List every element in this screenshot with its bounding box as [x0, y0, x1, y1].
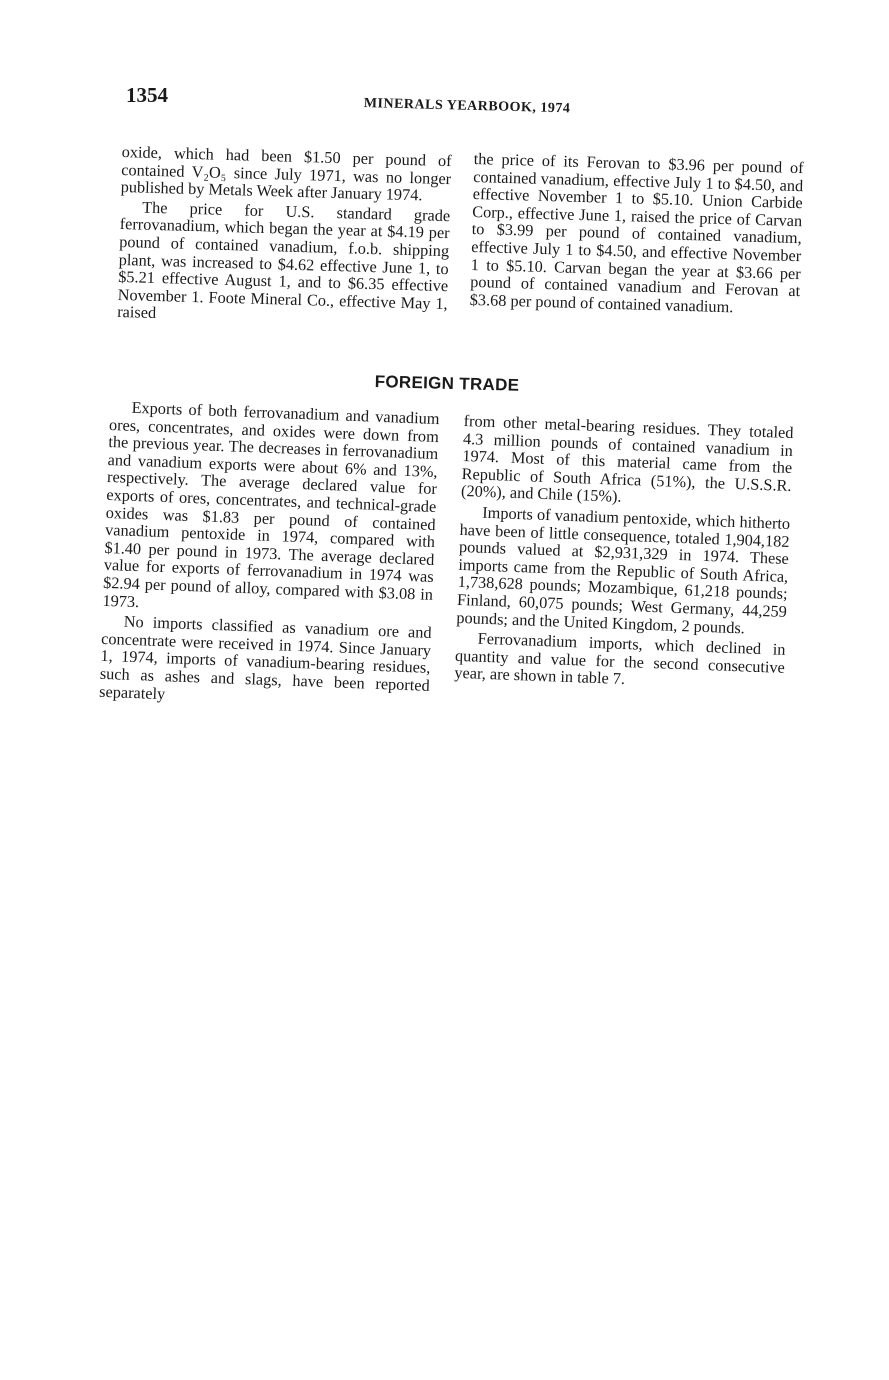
paragraph: No imports classified as vanadium ore and concentrate were received in 1974. Since January 1, 1974, imports of vanadium-bearing residues, such as ashes and slags, have been reported separately [98, 611, 432, 703]
paragraph: from other metal-bearing residues. They totaled 4.3 million pounds of contained vanadium in 1974. Most of this material came from the Republic of South Africa (51%), the U.S.S.R. (20%), and Chile (15%). [460, 411, 794, 507]
foreign-trade-right-column [454, 412, 794, 694]
paragraph: Imports of vanadium pentoxide, which hitherto have been of little consequence, totaled 1,904,182 pounds valued at $2,931,329 in 1974. These imports came from the Republic of South Africa, 1,738,628 pounds; Mozambique, 61,218 pounds; Finland, 60,075 pounds; West Germany, 44,259 pounds; and the United Kingdom, 2 pounds. [456, 502, 791, 637]
paragraph: Ferrovanadium imports, which declined in quantity and value for the second consecutive year, are shown in table 7. [454, 628, 786, 689]
price-section-left-column [117, 143, 452, 330]
paragraph: The price for U.S. standard grade ferrovanadium, which began the year at $4.19 per pound of contained vanadium, f.o.b. shipping plant, was increased to $4.62 effective June 1, to $5.21 effective August 1, and to $6.35 effective November 1. Foote Mineral Co., effective May 1, raised [117, 197, 451, 323]
paragraph: oxide, which had been $1.50 per pound of contained V₂O₅ since July 1971, was no longer published by Metals Week after January 1974. [120, 142, 452, 205]
price-section-right-column [470, 150, 804, 317]
section-heading: FOREIGN TRADE [374, 372, 520, 395]
page-number: 1354 [126, 83, 168, 107]
foreign-trade-left-column [99, 398, 440, 712]
paragraph: the price of its Ferovan to $3.96 per pound of contained vanadium, effective July 1 to $4.50, and effective November 1 to $5.10. Union Carbide Corp., effective June 1, raised the price of Carvan to $3.99 per pound of contained vanadium, effective July 1 to $4.50, and effective November 1 to $5.10. Carvan began the year at $3.66 per pound of contained vanadium and Ferovan at $3.68 per pound of contained vanadium. [469, 149, 804, 317]
paragraph: Exports of both ferrovanadium and vanadium ores, concentrates, and oxides were down from the previous year. The decreases in ferrovanadium and vanadium exports were about 6% and 13%, respectively. The average declared value for exports of ores, concentrates, and technical-grade oxides was $1.83 per pound of contained vanadium pentoxide in 1974, compared with $1.40 per pound in 1973. The average declared value for exports of ferrovanadium in 1974 was $2.94 per pound of alloy, compared with $3.08 in 1973. [102, 397, 440, 611]
running-title: MINERALS YEARBOOK, 1974 [363, 96, 571, 117]
